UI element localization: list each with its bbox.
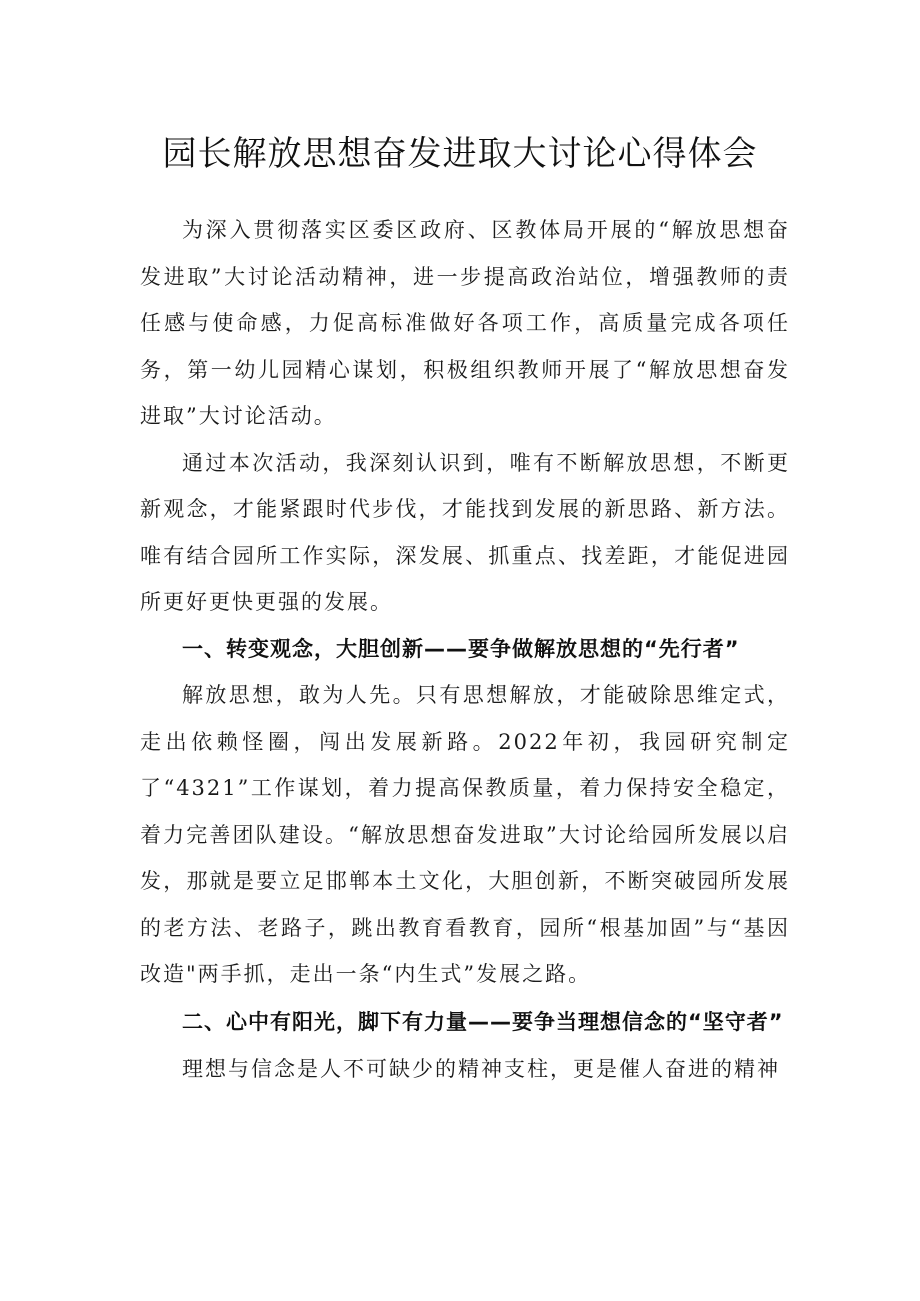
section-one-paragraph: 解放思想，敢为人先。只有思想解放，才能破除思维定式，走出依赖怪圈，闯出发展新路。2022年初，我园研究制定了“4321”工作谋划，着力提高保教质量，着力保持安全稳定，着力完善团队建设。“解放思想奋发进取”大讨论给园所发展以启发，那就是要立足邯郸本土文化，大胆创新，不断突破园所发展的老方法、老路子，跳出教育看教育，园所“根基加固”与“基因改造"两手抓，走出一条“内生式”发展之路。 <box>140 683 790 986</box>
document-body <box>140 207 790 1092</box>
section-two-paragraph: 理想与信念是人不可缺少的精神支柱，更是催人奋进的精神 <box>182 1056 780 1081</box>
section-one-heading: 一、转变观念，大胆创新——要争做解放思想的“先行者” <box>182 636 740 661</box>
paragraph-reflection: 通过本次活动，我深刻认识到，唯有不断解放思想，不断更新观念，才能紧跟时代步伐，才能找到发展的新思路、新方法。唯有结合园所工作实际，深发展、抓重点、找差距，才能促进园所更好更快更强的发展。 <box>140 450 790 614</box>
paragraph-intro: 为深入贯彻落实区委区政府、区教体局开展的“解放思想奋发进取”大讨论活动精神，进一步提高政治站位，增强教师的责任感与使命感，力促高标准做好各项工作，高质量完成各项任务，第一幼儿园精心谋划，积极组织教师开展了“解放思想奋发进取”大讨论活动。 <box>140 218 790 428</box>
document-title: 园长解放思想奋发进取大讨论心得体会 <box>162 134 758 174</box>
section-two-heading: 二、心中有阳光，脚下有力量——要争当理想信念的“坚守者” <box>182 1009 784 1034</box>
